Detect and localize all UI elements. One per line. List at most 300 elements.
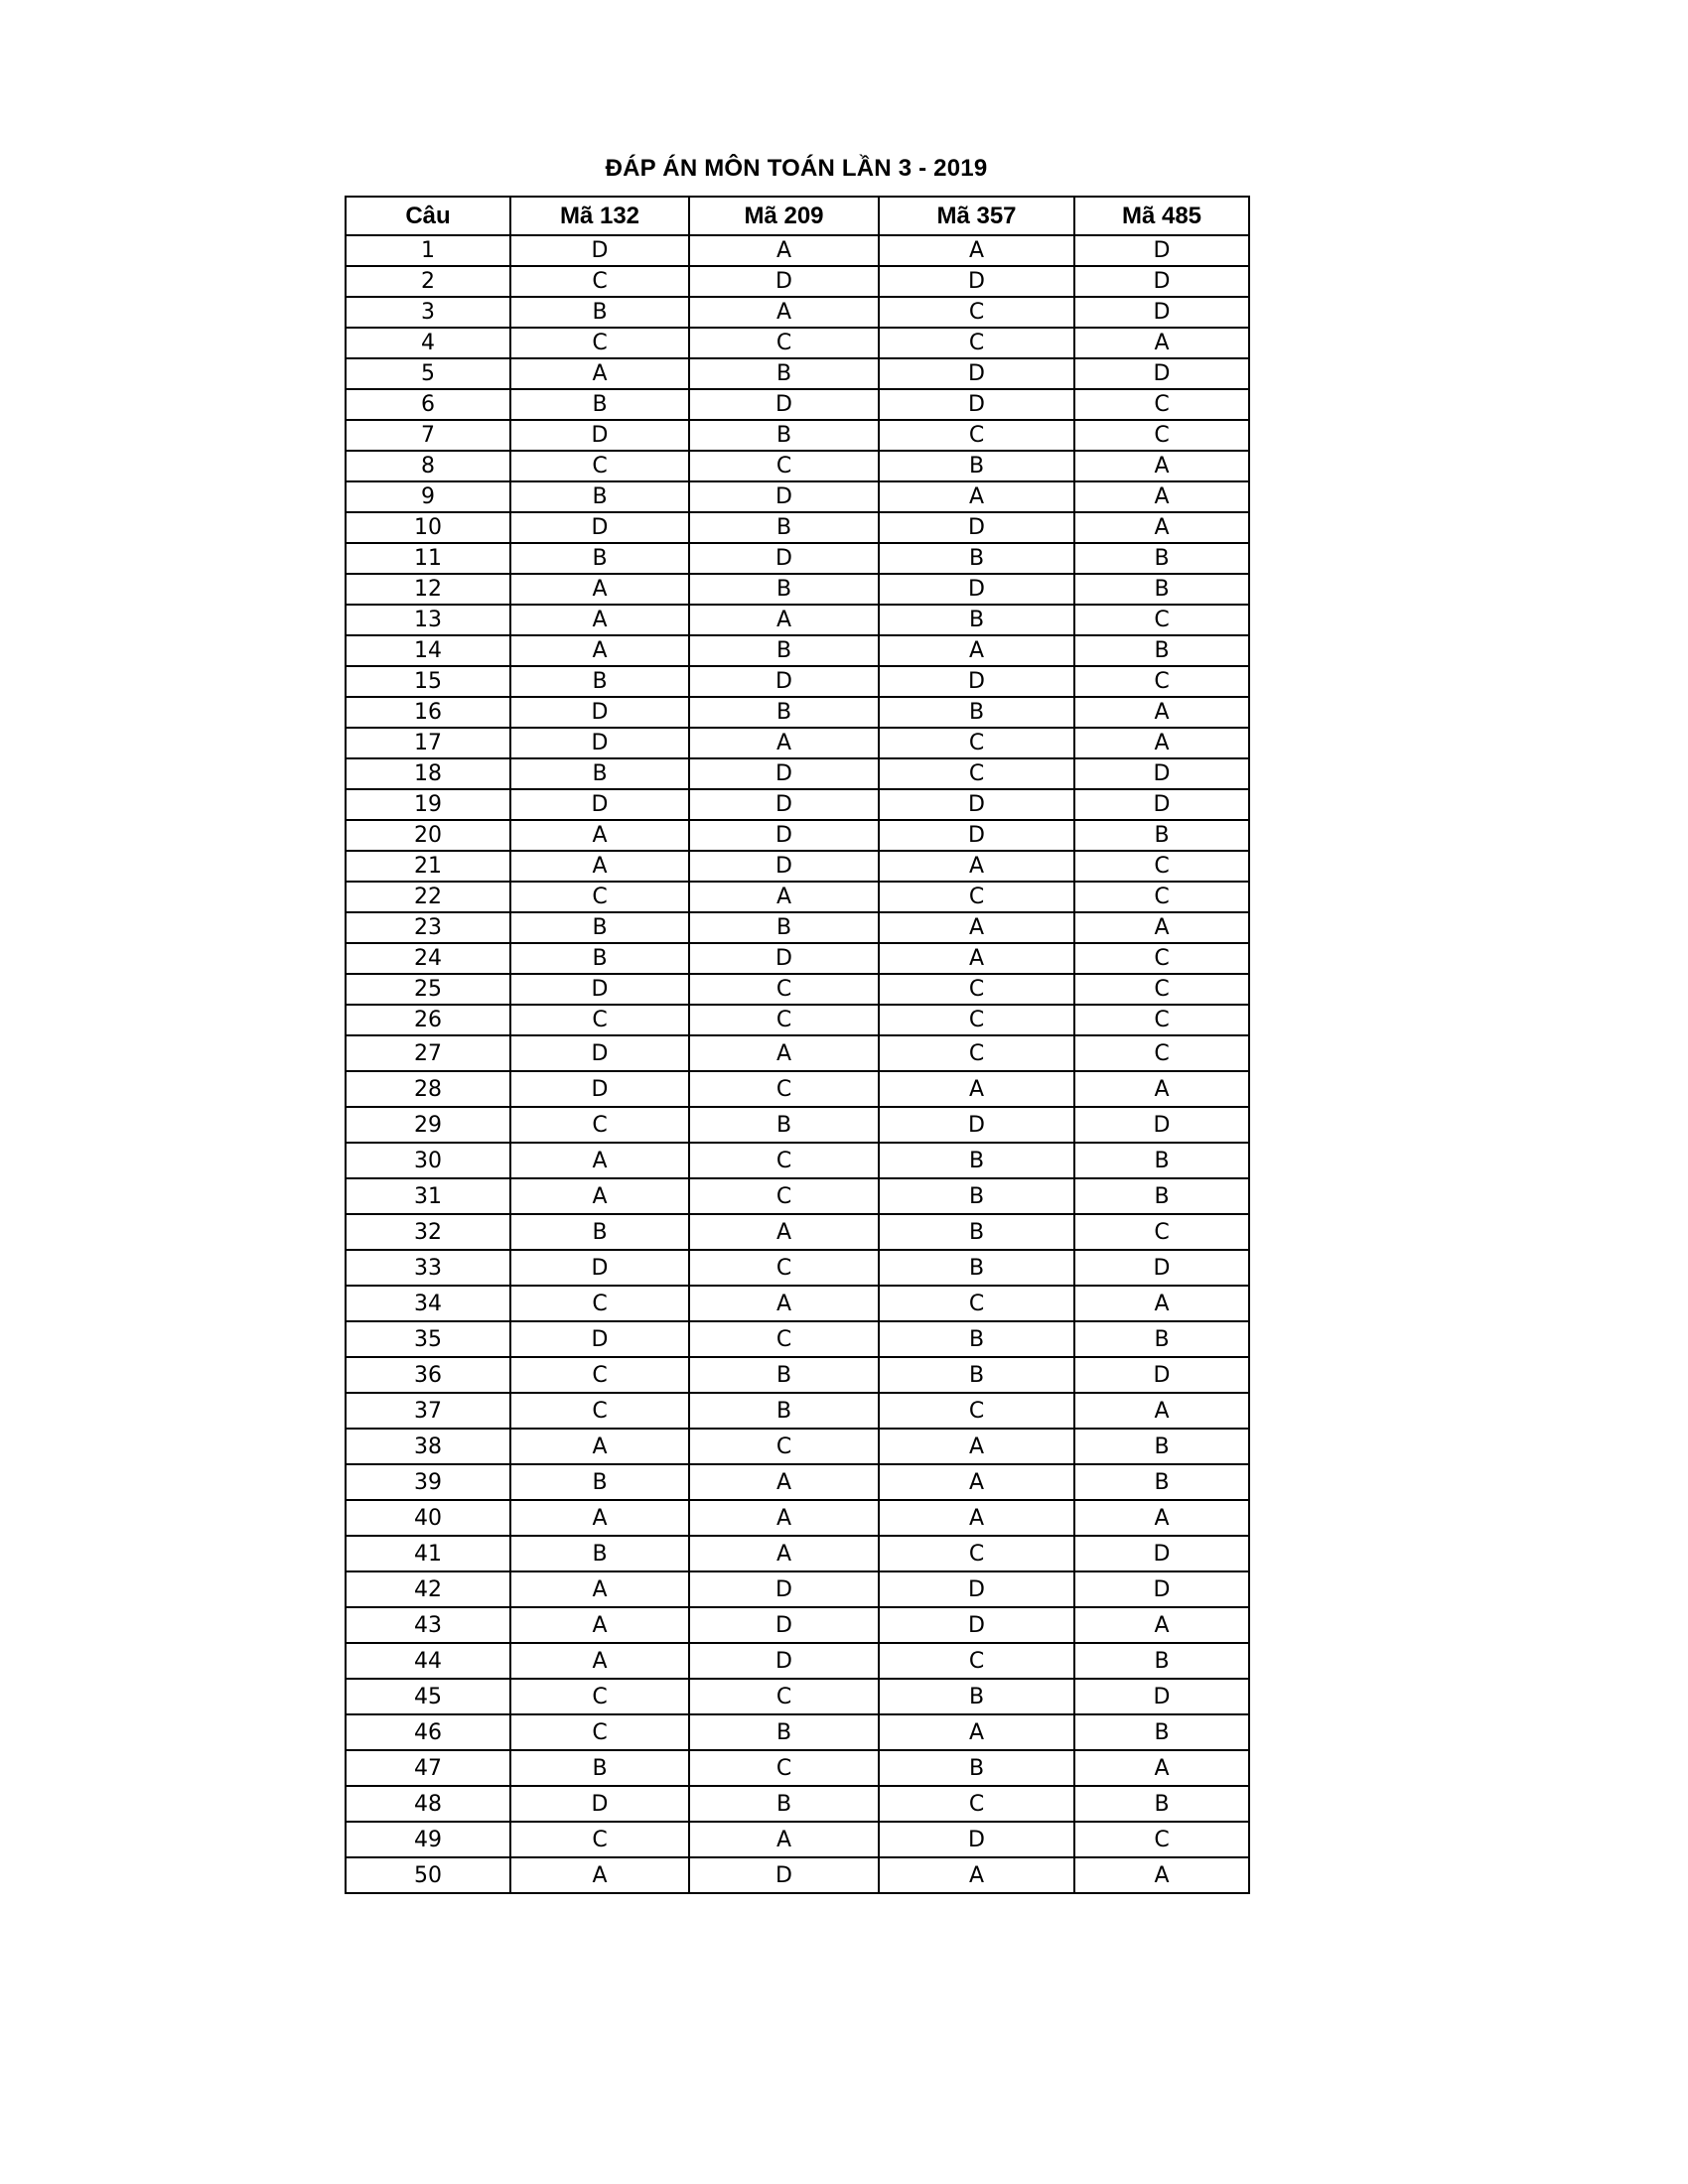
answer-cell-357: C	[879, 1286, 1074, 1321]
answer-cell-485: B	[1074, 1643, 1249, 1679]
answer-cell-485: D	[1074, 1107, 1249, 1143]
answer-cell-357: B	[879, 1750, 1074, 1786]
answer-cell-132: C	[510, 1393, 689, 1429]
question-number-cell: 45	[346, 1679, 510, 1714]
answer-cell-485: D	[1074, 758, 1249, 789]
answer-cell-357: B	[879, 1250, 1074, 1286]
answer-cell-132: A	[510, 1857, 689, 1893]
answer-cell-485: A	[1074, 728, 1249, 758]
answer-cell-209: D	[689, 543, 879, 574]
answer-cell-485: C	[1074, 1005, 1249, 1035]
answer-key-table	[345, 196, 1250, 1894]
table-row	[346, 1393, 1249, 1429]
answer-cell-357: D	[879, 1607, 1074, 1643]
answer-cell-132: D	[510, 235, 689, 266]
answer-cell-132: D	[510, 1786, 689, 1822]
answer-cell-132: A	[510, 1178, 689, 1214]
question-number-cell: 28	[346, 1071, 510, 1107]
question-number-cell: 17	[346, 728, 510, 758]
question-number-cell: 2	[346, 266, 510, 297]
question-number-cell: 22	[346, 882, 510, 912]
answer-cell-357: C	[879, 1005, 1074, 1035]
answer-cell-485: C	[1074, 605, 1249, 635]
answer-cell-209: B	[689, 1786, 879, 1822]
answer-cell-132: C	[510, 1107, 689, 1143]
answer-cell-485: A	[1074, 481, 1249, 512]
question-number-cell: 20	[346, 820, 510, 851]
answer-cell-132: A	[510, 1607, 689, 1643]
question-number-cell: 34	[346, 1286, 510, 1321]
answer-cell-132: A	[510, 1571, 689, 1607]
answer-cell-485: B	[1074, 820, 1249, 851]
answer-cell-357: C	[879, 1536, 1074, 1571]
answer-cell-209: C	[689, 1143, 879, 1178]
question-number-cell: 48	[346, 1786, 510, 1822]
answer-cell-485: D	[1074, 1250, 1249, 1286]
answer-cell-485: B	[1074, 1786, 1249, 1822]
answer-cell-357: B	[879, 1679, 1074, 1714]
answer-cell-132: B	[510, 1214, 689, 1250]
table-row	[346, 882, 1249, 912]
answer-cell-485: D	[1074, 358, 1249, 389]
answer-cell-357: A	[879, 943, 1074, 974]
answer-cell-485: A	[1074, 512, 1249, 543]
question-number-cell: 41	[346, 1536, 510, 1571]
question-number-cell: 5	[346, 358, 510, 389]
answer-cell-209: A	[689, 297, 879, 328]
answer-cell-209: A	[689, 1035, 879, 1071]
answer-cell-357: C	[879, 974, 1074, 1005]
question-number-cell: 7	[346, 420, 510, 451]
answer-cell-209: C	[689, 1071, 879, 1107]
answer-cell-485: C	[1074, 943, 1249, 974]
answer-cell-485: C	[1074, 1822, 1249, 1857]
question-number-cell: 37	[346, 1393, 510, 1429]
table-row	[346, 1250, 1249, 1286]
answer-cell-209: A	[689, 1286, 879, 1321]
answer-cell-209: D	[689, 943, 879, 974]
answer-cell-132: A	[510, 1643, 689, 1679]
answer-cell-132: A	[510, 851, 689, 882]
answer-cell-209: D	[689, 266, 879, 297]
question-number-cell: 35	[346, 1321, 510, 1357]
answer-cell-357: A	[879, 851, 1074, 882]
answer-cell-485: A	[1074, 1393, 1249, 1429]
answer-cell-132: B	[510, 297, 689, 328]
answer-cell-357: A	[879, 1857, 1074, 1893]
answer-cell-209: C	[689, 1750, 879, 1786]
answer-cell-485: D	[1074, 789, 1249, 820]
answer-cell-209: D	[689, 666, 879, 697]
answer-cell-485: B	[1074, 635, 1249, 666]
answer-cell-357: B	[879, 605, 1074, 635]
answer-cell-485: C	[1074, 389, 1249, 420]
table-row	[346, 728, 1249, 758]
answer-cell-209: D	[689, 1571, 879, 1607]
answer-cell-209: B	[689, 1357, 879, 1393]
question-number-cell: 6	[346, 389, 510, 420]
question-number-cell: 9	[346, 481, 510, 512]
question-number-cell: 31	[346, 1178, 510, 1214]
answer-cell-357: C	[879, 1643, 1074, 1679]
answer-cell-357: D	[879, 820, 1074, 851]
table-row	[346, 420, 1249, 451]
answer-cell-132: C	[510, 882, 689, 912]
answer-cell-357: C	[879, 1786, 1074, 1822]
answer-cell-485: C	[1074, 420, 1249, 451]
table-row	[346, 974, 1249, 1005]
answer-cell-209: C	[689, 1005, 879, 1035]
answer-cell-357: A	[879, 481, 1074, 512]
answer-cell-357: B	[879, 1143, 1074, 1178]
answer-cell-209: A	[689, 1822, 879, 1857]
question-number-cell: 23	[346, 912, 510, 943]
answer-cell-209: C	[689, 1679, 879, 1714]
answer-cell-357: B	[879, 1178, 1074, 1214]
question-number-cell: 47	[346, 1750, 510, 1786]
table-row	[346, 1571, 1249, 1607]
answer-cell-357: C	[879, 1393, 1074, 1429]
answer-cell-132: A	[510, 574, 689, 605]
answer-cell-132: B	[510, 481, 689, 512]
question-number-cell: 46	[346, 1714, 510, 1750]
answer-cell-485: A	[1074, 328, 1249, 358]
answer-cell-132: C	[510, 1005, 689, 1035]
table-row	[346, 1857, 1249, 1893]
answer-cell-485: C	[1074, 851, 1249, 882]
answer-cell-357: A	[879, 1429, 1074, 1464]
table-row	[346, 697, 1249, 728]
answer-cell-485: B	[1074, 1143, 1249, 1178]
question-number-cell: 27	[346, 1035, 510, 1071]
question-number-cell: 42	[346, 1571, 510, 1607]
answer-cell-485: B	[1074, 1178, 1249, 1214]
answer-cell-485: A	[1074, 1286, 1249, 1321]
answer-cell-357: A	[879, 1714, 1074, 1750]
answer-cell-357: A	[879, 235, 1074, 266]
answer-cell-132: B	[510, 389, 689, 420]
table-row	[346, 451, 1249, 481]
answer-cell-209: B	[689, 358, 879, 389]
answer-cell-209: A	[689, 1536, 879, 1571]
answer-cell-357: D	[879, 266, 1074, 297]
answer-cell-357: C	[879, 297, 1074, 328]
answer-cell-485: C	[1074, 1214, 1249, 1250]
answer-cell-485: B	[1074, 574, 1249, 605]
question-number-cell: 36	[346, 1357, 510, 1393]
answer-cell-132: D	[510, 974, 689, 1005]
table-row	[346, 1071, 1249, 1107]
answer-cell-132: A	[510, 635, 689, 666]
answer-cell-132: D	[510, 1071, 689, 1107]
answer-cell-209: C	[689, 1178, 879, 1214]
table-row	[346, 389, 1249, 420]
table-row	[346, 574, 1249, 605]
table-row	[346, 1786, 1249, 1822]
answer-cell-132: B	[510, 1536, 689, 1571]
answer-cell-485: D	[1074, 1536, 1249, 1571]
answer-cell-209: A	[689, 1214, 879, 1250]
question-number-cell: 25	[346, 974, 510, 1005]
answer-cell-209: B	[689, 512, 879, 543]
answer-cell-209: D	[689, 1607, 879, 1643]
answer-cell-357: D	[879, 1822, 1074, 1857]
question-number-cell: 10	[346, 512, 510, 543]
answer-cell-485: D	[1074, 235, 1249, 266]
answer-cell-357: D	[879, 358, 1074, 389]
answer-cell-357: A	[879, 1071, 1074, 1107]
answer-cell-485: D	[1074, 1571, 1249, 1607]
table-row	[346, 1035, 1249, 1071]
answer-cell-132: B	[510, 912, 689, 943]
table-row	[346, 1714, 1249, 1750]
answer-cell-485: C	[1074, 666, 1249, 697]
table-row	[346, 943, 1249, 974]
answer-cell-209: D	[689, 758, 879, 789]
answer-cell-209: C	[689, 328, 879, 358]
answer-cell-132: C	[510, 1679, 689, 1714]
table-row	[346, 328, 1249, 358]
question-number-cell: 18	[346, 758, 510, 789]
question-number-cell: 8	[346, 451, 510, 481]
answer-cell-357: B	[879, 1321, 1074, 1357]
answer-cell-357: C	[879, 882, 1074, 912]
answer-cell-132: D	[510, 512, 689, 543]
answer-cell-209: C	[689, 1250, 879, 1286]
answer-cell-132: D	[510, 420, 689, 451]
answer-cell-132: C	[510, 1357, 689, 1393]
answer-cell-357: D	[879, 666, 1074, 697]
question-number-cell: 19	[346, 789, 510, 820]
question-number-cell: 24	[346, 943, 510, 974]
answer-cell-485: A	[1074, 1857, 1249, 1893]
table-row	[346, 235, 1249, 266]
table-row	[346, 820, 1249, 851]
answer-cell-209: A	[689, 882, 879, 912]
document-title: ĐÁP ÁN MÔN TOÁN LẦN 3 - 2019	[605, 155, 988, 182]
table-row	[346, 789, 1249, 820]
answer-cell-209: C	[689, 451, 879, 481]
header-code-132: Mã 132	[510, 197, 689, 235]
question-number-cell: 13	[346, 605, 510, 635]
answer-cell-132: A	[510, 1429, 689, 1464]
table-row	[346, 666, 1249, 697]
answer-cell-132: A	[510, 358, 689, 389]
answer-cell-357: B	[879, 451, 1074, 481]
question-number-cell: 32	[346, 1214, 510, 1250]
answer-cell-485: A	[1074, 1607, 1249, 1643]
answer-cell-209: D	[689, 1643, 879, 1679]
question-number-cell: 44	[346, 1643, 510, 1679]
answer-cell-209: A	[689, 235, 879, 266]
answer-cell-132: B	[510, 666, 689, 697]
answer-cell-485: C	[1074, 1035, 1249, 1071]
question-number-cell: 29	[346, 1107, 510, 1143]
answer-cell-485: A	[1074, 697, 1249, 728]
answer-cell-209: B	[689, 1714, 879, 1750]
table-row	[346, 1750, 1249, 1786]
answer-cell-209: B	[689, 1393, 879, 1429]
answer-cell-132: C	[510, 1714, 689, 1750]
question-number-cell: 14	[346, 635, 510, 666]
answer-cell-209: D	[689, 481, 879, 512]
answer-cell-357: C	[879, 328, 1074, 358]
answer-cell-485: C	[1074, 974, 1249, 1005]
answer-cell-357: C	[879, 758, 1074, 789]
table-row	[346, 758, 1249, 789]
table-row	[346, 1822, 1249, 1857]
answer-cell-132: D	[510, 697, 689, 728]
answer-cell-209: C	[689, 974, 879, 1005]
answer-cell-132: D	[510, 1250, 689, 1286]
question-number-cell: 39	[346, 1464, 510, 1500]
table-row	[346, 1107, 1249, 1143]
table-row	[346, 481, 1249, 512]
table-header-row	[346, 197, 1249, 235]
table-row	[346, 297, 1249, 328]
answer-cell-132: B	[510, 1750, 689, 1786]
answer-cell-132: C	[510, 266, 689, 297]
table-row	[346, 1286, 1249, 1321]
answer-cell-209: A	[689, 1464, 879, 1500]
answer-cell-209: A	[689, 728, 879, 758]
answer-cell-357: C	[879, 420, 1074, 451]
table-row	[346, 512, 1249, 543]
question-number-cell: 15	[346, 666, 510, 697]
table-row	[346, 543, 1249, 574]
answer-cell-357: A	[879, 912, 1074, 943]
question-number-cell: 43	[346, 1607, 510, 1643]
table-row	[346, 1464, 1249, 1500]
answer-cell-132: A	[510, 1143, 689, 1178]
answer-cell-485: A	[1074, 451, 1249, 481]
table-row	[346, 266, 1249, 297]
question-number-cell: 11	[346, 543, 510, 574]
answer-cell-357: B	[879, 1357, 1074, 1393]
answer-cell-357: C	[879, 1035, 1074, 1071]
answer-cell-132: D	[510, 789, 689, 820]
table-row	[346, 605, 1249, 635]
table-row	[346, 1321, 1249, 1357]
answer-cell-485: D	[1074, 297, 1249, 328]
answer-cell-209: D	[689, 789, 879, 820]
answer-cell-485: B	[1074, 1321, 1249, 1357]
table-row	[346, 1005, 1249, 1035]
table-row	[346, 1178, 1249, 1214]
table-row	[346, 358, 1249, 389]
answer-cell-132: B	[510, 758, 689, 789]
answer-cell-485: D	[1074, 1679, 1249, 1714]
answer-cell-209: B	[689, 635, 879, 666]
answer-cell-132: B	[510, 943, 689, 974]
header-code-485: Mã 485	[1074, 197, 1249, 235]
question-number-cell: 40	[346, 1500, 510, 1536]
answer-cell-209: A	[689, 1500, 879, 1536]
header-question: Câu	[346, 197, 510, 235]
table-row	[346, 1429, 1249, 1464]
answer-cell-209: A	[689, 605, 879, 635]
table-row	[346, 851, 1249, 882]
answer-cell-357: D	[879, 1107, 1074, 1143]
question-number-cell: 4	[346, 328, 510, 358]
question-number-cell: 26	[346, 1005, 510, 1035]
answer-cell-132: C	[510, 451, 689, 481]
answer-cell-357: D	[879, 1571, 1074, 1607]
answer-cell-485: D	[1074, 266, 1249, 297]
answer-cell-132: A	[510, 605, 689, 635]
table-row	[346, 1500, 1249, 1536]
answer-cell-132: A	[510, 1500, 689, 1536]
answer-cell-209: D	[689, 820, 879, 851]
answer-cell-485: A	[1074, 1750, 1249, 1786]
answer-cell-485: A	[1074, 912, 1249, 943]
answer-cell-357: D	[879, 512, 1074, 543]
table-row	[346, 1643, 1249, 1679]
answer-cell-132: D	[510, 1035, 689, 1071]
answer-cell-209: D	[689, 389, 879, 420]
answer-cell-209: B	[689, 697, 879, 728]
table-row	[346, 1357, 1249, 1393]
answer-cell-485: D	[1074, 1357, 1249, 1393]
answer-cell-132: A	[510, 820, 689, 851]
answer-cell-357: D	[879, 789, 1074, 820]
answer-cell-485: A	[1074, 1500, 1249, 1536]
answer-cell-209: B	[689, 912, 879, 943]
answer-cell-132: C	[510, 328, 689, 358]
table-row	[346, 1214, 1249, 1250]
answer-cell-357: D	[879, 574, 1074, 605]
answer-cell-357: D	[879, 389, 1074, 420]
answer-cell-485: B	[1074, 543, 1249, 574]
table-row	[346, 1536, 1249, 1571]
answer-cell-209: B	[689, 1107, 879, 1143]
header-code-357: Mã 357	[879, 197, 1074, 235]
answer-cell-485: B	[1074, 1464, 1249, 1500]
table-row	[346, 635, 1249, 666]
question-number-cell: 30	[346, 1143, 510, 1178]
answer-cell-132: B	[510, 543, 689, 574]
answer-cell-209: B	[689, 420, 879, 451]
answer-cell-209: D	[689, 1857, 879, 1893]
answer-cell-209: C	[689, 1321, 879, 1357]
answer-cell-357: B	[879, 697, 1074, 728]
answer-cell-132: C	[510, 1822, 689, 1857]
table-row	[346, 1143, 1249, 1178]
answer-cell-357: B	[879, 543, 1074, 574]
answer-cell-357: A	[879, 1500, 1074, 1536]
answer-cell-209: B	[689, 574, 879, 605]
answer-cell-357: C	[879, 728, 1074, 758]
table-row	[346, 912, 1249, 943]
question-number-cell: 12	[346, 574, 510, 605]
answer-cell-357: A	[879, 1464, 1074, 1500]
answer-cell-357: B	[879, 1214, 1074, 1250]
answer-cell-209: C	[689, 1429, 879, 1464]
question-number-cell: 1	[346, 235, 510, 266]
answer-cell-132: C	[510, 1286, 689, 1321]
answer-cell-132: D	[510, 1321, 689, 1357]
table-row	[346, 1679, 1249, 1714]
question-number-cell: 16	[346, 697, 510, 728]
table-row	[346, 1607, 1249, 1643]
question-number-cell: 38	[346, 1429, 510, 1464]
answer-cell-209: D	[689, 851, 879, 882]
answer-cell-357: A	[879, 635, 1074, 666]
table-body	[346, 235, 1249, 1893]
answer-cell-485: B	[1074, 1429, 1249, 1464]
answer-cell-132: B	[510, 1464, 689, 1500]
question-number-cell: 3	[346, 297, 510, 328]
